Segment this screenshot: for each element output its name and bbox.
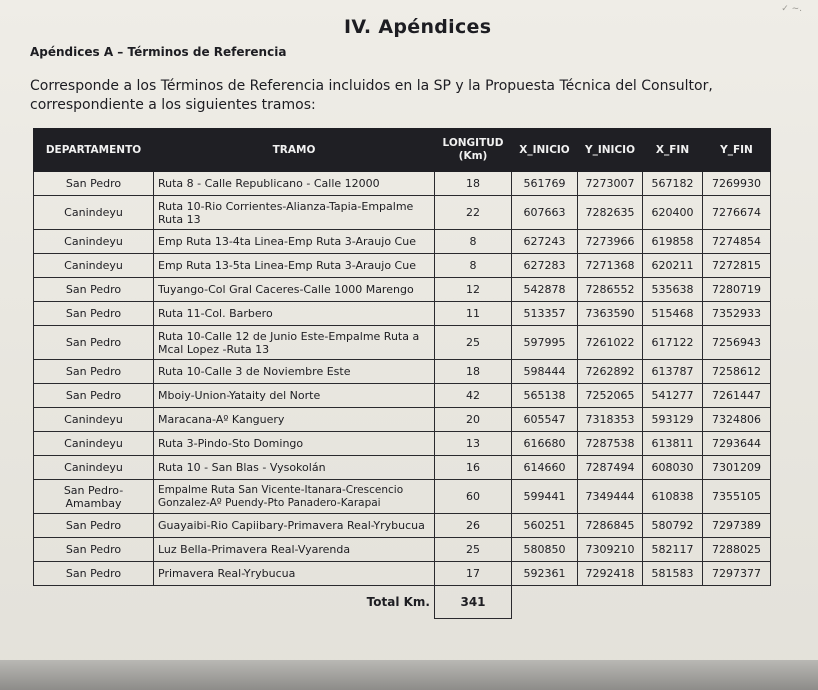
cell-y-inicio: 7273966 [578,230,643,254]
cell-x-inicio: 542878 [512,278,578,302]
cell-x-fin: 535638 [643,278,703,302]
cell-x-inicio: 605547 [512,408,578,432]
cell-x-fin: 613811 [643,432,703,456]
cell-tramo: Ruta 10 - San Blas - Vysokolán [154,456,435,480]
cell-y-fin: 7280719 [703,278,771,302]
table-row [34,562,771,586]
table-row [34,514,771,538]
cell-x-fin: 613787 [643,360,703,384]
cell-y-inicio: 7349444 [578,480,643,514]
cell-y-fin: 7301209 [703,456,771,480]
cell-y-inicio: 7282635 [578,196,643,230]
cell-y-fin: 7276674 [703,196,771,230]
cell-x-inicio: 627243 [512,230,578,254]
cell-tramo: Mboiy-Union-Yataity del Norte [154,384,435,408]
cell-longitud: 8 [435,254,512,278]
cell-y-inicio: 7292418 [578,562,643,586]
cell-departamento: Canindeyu [34,254,154,278]
cell-y-inicio: 7261022 [578,326,643,360]
table-row [34,172,771,196]
cell-y-inicio: 7262892 [578,360,643,384]
table-row [34,196,771,230]
cell-x-fin: 593129 [643,408,703,432]
cell-x-inicio: 614660 [512,456,578,480]
cell-longitud: 12 [435,278,512,302]
cell-tramo: Maracana-Aº Kanguery [154,408,435,432]
cell-departamento: San Pedro [34,302,154,326]
page-title: IV. Apéndices [344,16,492,38]
cell-y-fin: 7352933 [703,302,771,326]
table-row [34,278,771,302]
cell-departamento: Canindeyu [34,196,154,230]
cell-y-fin: 7324806 [703,408,771,432]
cell-y-inicio: 7286845 [578,514,643,538]
cell-x-inicio: 607663 [512,196,578,230]
cell-tramo: Emp Ruta 13-5ta Linea-Emp Ruta 3-Araujo Cue [154,254,435,278]
cell-tramo: Empalme Ruta San Vicente-Itanara-Crescencio Gonzalez-Aº Puendy-Pto Panadero-Karapai [154,480,435,514]
cell-x-fin: 515468 [643,302,703,326]
cell-y-inicio: 7287538 [578,432,643,456]
cell-longitud: 8 [435,230,512,254]
cell-y-fin: 7258612 [703,360,771,384]
cell-y-fin: 7272815 [703,254,771,278]
cell-longitud: 22 [435,196,512,230]
total-spacer [512,586,578,619]
cell-longitud: 17 [435,562,512,586]
cell-y-fin: 7355105 [703,480,771,514]
cell-x-fin: 620211 [643,254,703,278]
table-row [34,360,771,384]
cell-y-fin: 7288025 [703,538,771,562]
cell-x-fin: 581583 [643,562,703,586]
cell-y-fin: 7293644 [703,432,771,456]
cell-x-inicio: 627283 [512,254,578,278]
cell-x-inicio: 580850 [512,538,578,562]
cell-tramo: Ruta 10-Calle 12 de Junio Este-Empalme Ruta a Mcal Lopez -Ruta 13 [154,326,435,360]
cell-x-inicio: 561769 [512,172,578,196]
cell-x-fin: 617122 [643,326,703,360]
cell-departamento: San Pedro [34,384,154,408]
cell-departamento: San Pedro-Amambay [34,480,154,514]
cell-y-fin: 7261447 [703,384,771,408]
cell-x-inicio: 592361 [512,562,578,586]
table-row [34,408,771,432]
cell-tramo: Guayaibi-Rio Capiibary-Primavera Real-Yrybucua [154,514,435,538]
cell-longitud: 18 [435,172,512,196]
table-row [34,254,771,278]
cell-x-fin: 580792 [643,514,703,538]
cell-departamento: San Pedro [34,562,154,586]
cell-tramo: Ruta 8 - Calle Republicano - Calle 12000 [154,172,435,196]
cell-longitud: 26 [435,514,512,538]
total-spacer [703,586,771,619]
cell-x-fin: 608030 [643,456,703,480]
cell-longitud: 16 [435,456,512,480]
total-value: 341 [435,586,512,619]
cell-y-fin: 7269930 [703,172,771,196]
cell-longitud: 18 [435,360,512,384]
column-header: Y_FIN [703,129,771,172]
table-row [34,230,771,254]
cell-longitud: 20 [435,408,512,432]
cell-departamento: San Pedro [34,360,154,384]
cell-longitud: 25 [435,326,512,360]
cell-y-fin: 7256943 [703,326,771,360]
cell-y-inicio: 7286552 [578,278,643,302]
cell-y-fin: 7274854 [703,230,771,254]
total-label: Total Km. [366,594,430,609]
cell-x-inicio: 560251 [512,514,578,538]
total-spacer [578,586,643,619]
cell-x-fin: 610838 [643,480,703,514]
cell-departamento: San Pedro [34,278,154,302]
column-header: LONGITUD (Km) [435,129,512,172]
table-row [34,384,771,408]
cell-tramo: Ruta 10-Rio Corrientes-Alianza-Tapia-Empalme Ruta 13 [154,196,435,230]
cell-x-fin: 619858 [643,230,703,254]
cell-tramo: Ruta 10-Calle 3 de Noviembre Este [154,360,435,384]
column-header: X_FIN [643,129,703,172]
cell-longitud: 13 [435,432,512,456]
cell-x-inicio: 598444 [512,360,578,384]
cell-longitud: 25 [435,538,512,562]
cell-y-inicio: 7318353 [578,408,643,432]
tramos-table [33,128,771,619]
column-header: X_INICIO [512,129,578,172]
cell-x-inicio: 513357 [512,302,578,326]
cell-departamento: San Pedro [34,514,154,538]
cell-y-fin: 7297377 [703,562,771,586]
cell-y-inicio: 7252065 [578,384,643,408]
cell-x-fin: 567182 [643,172,703,196]
table-row [34,326,771,360]
cell-tramo: Tuyango-Col Gral Caceres-Calle 1000 Marengo [154,278,435,302]
cell-tramo: Luz Bella-Primavera Real-Vyarenda [154,538,435,562]
table-row [34,302,771,326]
cell-departamento: Canindeyu [34,408,154,432]
column-header: Y_INICIO [578,129,643,172]
table-row [34,432,771,456]
cell-departamento: San Pedro [34,538,154,562]
cell-departamento: Canindeyu [34,456,154,480]
cell-y-inicio: 7273007 [578,172,643,196]
total-spacer [643,586,703,619]
cell-longitud: 60 [435,480,512,514]
section-subtitle: Apéndices A – Términos de Referencia [30,45,287,59]
table-row [34,538,771,562]
photo-bottom-shadow [0,660,818,690]
cell-departamento: Canindeyu [34,230,154,254]
column-header: DEPARTAMENTO [34,129,154,172]
cell-departamento: San Pedro [34,172,154,196]
cell-y-inicio: 7309210 [578,538,643,562]
cell-tramo: Ruta 11-Col. Barbero [154,302,435,326]
cell-longitud: 42 [435,384,512,408]
cell-x-fin: 620400 [643,196,703,230]
table-row [34,480,771,514]
cell-y-inicio: 7271368 [578,254,643,278]
cell-x-fin: 582117 [643,538,703,562]
cell-tramo: Primavera Real-Yrybucua [154,562,435,586]
cell-y-fin: 7297389 [703,514,771,538]
cell-departamento: Canindeyu [34,432,154,456]
cell-departamento: San Pedro [34,326,154,360]
table-row [34,456,771,480]
cell-x-inicio: 565138 [512,384,578,408]
cell-y-inicio: 7287494 [578,456,643,480]
corner-scribble: ✓ ~. [781,4,802,14]
cell-x-inicio: 616680 [512,432,578,456]
table-header-row [34,129,771,172]
total-spacer [34,586,154,619]
cell-tramo: Emp Ruta 13-4ta Linea-Emp Ruta 3-Araujo Cue [154,230,435,254]
cell-tramo: Ruta 3-Pindo-Sto Domingo [154,432,435,456]
cell-x-inicio: 597995 [512,326,578,360]
cell-y-inicio: 7363590 [578,302,643,326]
cell-x-fin: 541277 [643,384,703,408]
total-row [34,586,771,619]
cell-longitud: 11 [435,302,512,326]
column-header: TRAMO [154,129,435,172]
intro-paragraph: Corresponde a los Términos de Referencia incluidos en la SP y la Propuesta Técnica del Consultor, correspondiente a los siguientes tramos: [30,78,713,113]
cell-x-inicio: 599441 [512,480,578,514]
